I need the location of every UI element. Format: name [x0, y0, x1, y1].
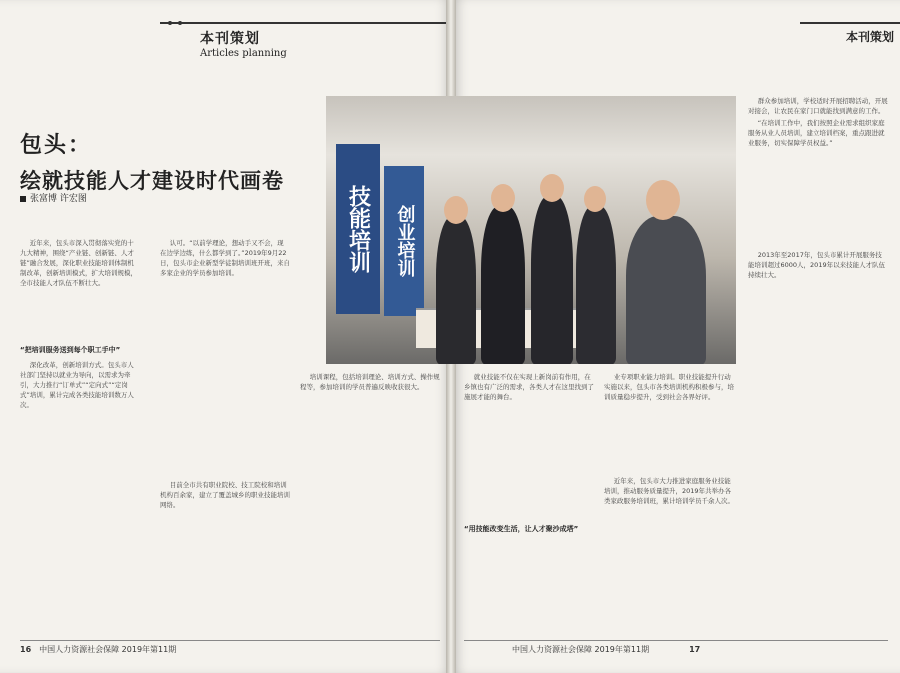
author-bullet-icon — [20, 196, 26, 202]
body-paragraph: “在培训工作中，我们按照企业需求组织家庭服务从业人员培训，建立培训档案，重点跟进就业服务，切实保障学员权益。” — [748, 119, 885, 147]
body-paragraph: 培训课程，包括培训理论、培训方式、操作规程等，参加培训的学员普遍反映收获很大。 — [300, 373, 440, 391]
body-column — [20, 360, 140, 630]
body-paragraph: 目前全市共有职业院校、技工院校和培训机构百余家，建立了覆盖城乡的职业技能培训网络。 — [160, 481, 290, 509]
page-number: 16 — [20, 645, 32, 654]
person-figure — [531, 196, 573, 364]
section-dot-icon — [178, 21, 182, 25]
person-head — [491, 184, 515, 212]
section-dot-icon — [168, 21, 172, 25]
person-head — [540, 174, 564, 202]
body-column — [748, 250, 888, 630]
person-figure — [481, 206, 525, 364]
subhead: “把培训服务送到每个职工手中” — [20, 346, 121, 354]
body-column — [604, 476, 734, 630]
body-paragraph: 业专项职业能力培训。职业技能提升行动实施以来，包头市各类培训机构积极参与，培训质量稳步提升，受到社会各界好评。 — [604, 373, 734, 401]
body-column — [300, 372, 440, 630]
body-paragraph: 认可。“以前学理论，想动手又不会，现在边学边练，什么都学到了。”2019年9月22日，包头市企业新型学徒制培训班开班，来自多家企业的学员参加培训。 — [160, 239, 290, 277]
right-section-title: 本刊策划 — [845, 30, 894, 44]
person-head — [584, 186, 606, 212]
headline-line-1: 包头： — [20, 132, 93, 158]
footer-magazine-title: 中国人力资源社会保障 2019年第11期 — [512, 645, 650, 654]
body-column — [748, 96, 888, 246]
footer-magazine-title: 中国人力资源社会保障 2019年第11期 — [39, 645, 177, 654]
person-figure — [436, 216, 476, 364]
footer-left — [20, 644, 176, 655]
banner-text: 创业培训 — [394, 205, 416, 277]
section-subtitle: Articles planning — [200, 48, 287, 59]
body-column — [464, 372, 594, 630]
body-column — [20, 238, 140, 338]
body-paragraph: 2013年至2017年，包头市累计开展服务技能培训超过6000人，2019年以来技能人才队伍持续壮大。 — [748, 251, 886, 279]
body-paragraph: 近年来，包头市大力推进家庭服务业技能培训，推动服务质量提升，2019年共举办各类家政服务培训班，累计培训学员千余人次。 — [604, 477, 734, 505]
person-figure — [576, 206, 616, 364]
banner-skills-training — [336, 144, 380, 314]
article-headline — [20, 128, 284, 195]
body-column — [604, 372, 734, 472]
body-paragraph: 近年来，包头市深入贯彻落实党的十九大精神，围绕“产业链、创新链、人才链”融合发展，深化职业技能培训体制机制改革，创新培训模式，扩大培训规模，全市技能人才队伍不断壮大。 — [20, 239, 137, 287]
person-head — [444, 196, 468, 224]
banner-entrepreneurship-training — [384, 166, 424, 316]
footer-rule — [464, 640, 888, 641]
person-head — [646, 180, 680, 220]
person-figure — [626, 216, 706, 364]
body-column — [160, 238, 290, 478]
body-paragraph: 就业技能不仅在实现上新岗前有作用，在乡镇也有广泛的需求，各类人才在这里找到了施展才能的舞台。 — [464, 373, 594, 401]
page-number: 17 — [689, 645, 701, 654]
headline-line-2: 绘就技能人才建设时代画卷 — [20, 168, 284, 193]
right-section-header — [800, 22, 900, 52]
event-photo — [326, 96, 736, 364]
author-line — [20, 191, 87, 204]
author-names: 张富博 许宏图 — [30, 194, 87, 204]
subhead: “用技能改变生活，让人才聚沙成塔” — [464, 525, 579, 533]
body-paragraph: 群众参加培训，学校适时开展招聘活动，开展对接会，让农民在家门口就能找到满意的工作。 — [748, 97, 888, 115]
footer-rule — [20, 640, 440, 641]
banner-text: 技能培训 — [345, 185, 372, 273]
body-paragraph: 深化改革，创新培训方式。包头市人社部门坚持以就业为导向，以需求为牵引，大力推行“订单式”“定向式”“定岗式”培训，累计完成各类技能培训数万人次。 — [20, 361, 134, 409]
section-header — [160, 22, 450, 68]
section-title: 本刊策划 — [200, 31, 260, 47]
body-column — [160, 480, 290, 630]
footer-right — [512, 644, 700, 655]
